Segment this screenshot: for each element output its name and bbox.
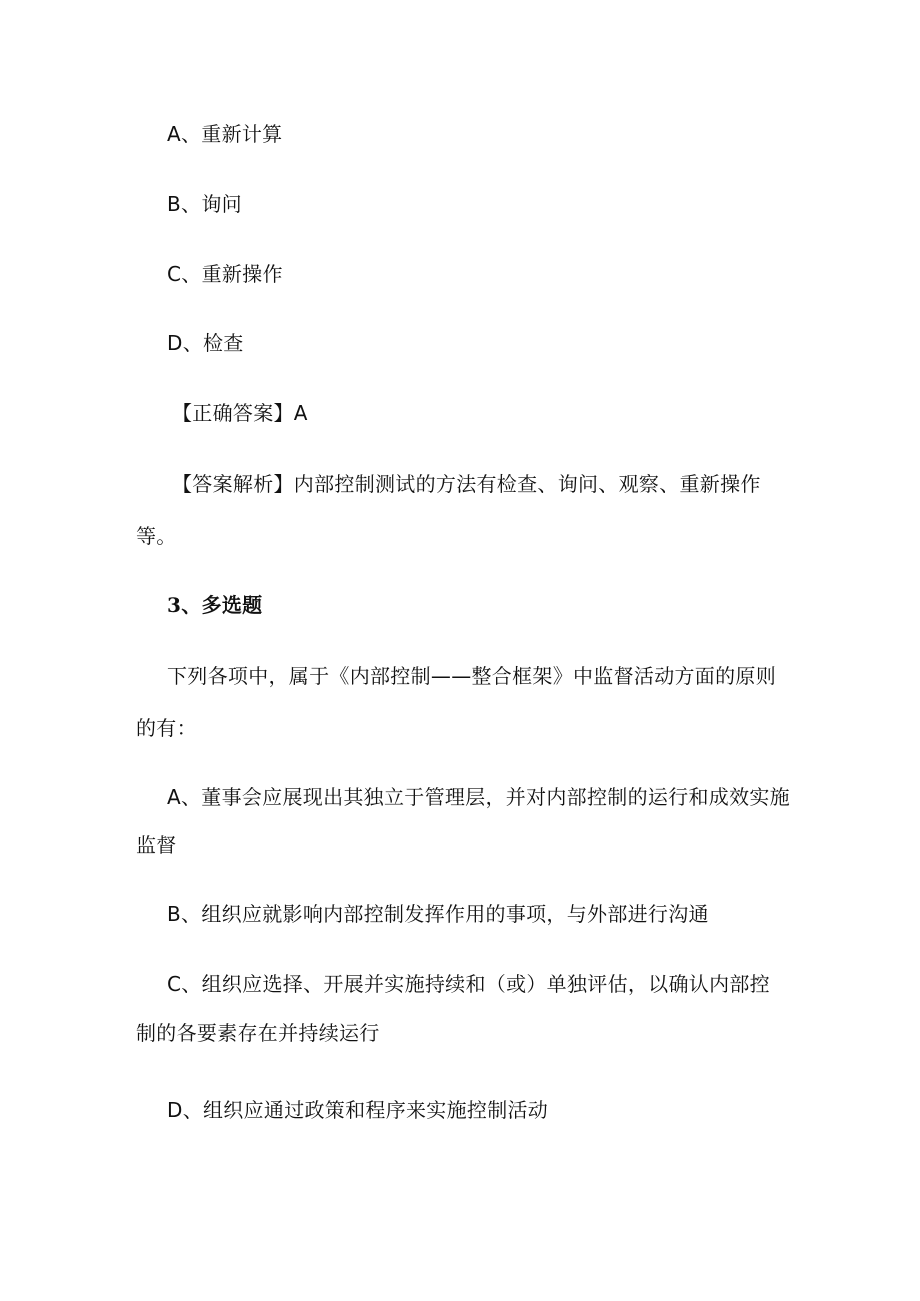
q3-stem-line1: 下列各项中，属于《内部控制——整合框架》中监督活动方面的原则 [167, 664, 776, 688]
q2-option-c: C、重新操作 [167, 262, 283, 286]
q3-option-b: B、组织应就影响内部控制发挥作用的事项，与外部进行沟通 [167, 902, 709, 926]
q2-option-d: D、检查 [167, 331, 244, 355]
q2-explanation-line2: 等。 [136, 524, 177, 548]
q3-option-c-line2: 制的各要素存在并持续运行 [136, 1021, 380, 1045]
q2-option-a: A、重新计算 [167, 122, 283, 146]
q3-option-d: D、组织应通过政策和程序来实施控制活动 [167, 1098, 549, 1122]
q3-stem-line2: 的有： [136, 716, 197, 740]
q3-option-c-line1: C、组织应选择、开展并实施持续和（或）单独评估，以确认内部控 [167, 972, 770, 996]
q2-option-b: B、询问 [167, 192, 242, 216]
q3-option-a-line1: A、董事会应展现出其独立于管理层，并对内部控制的运行和成效实施 [167, 785, 790, 809]
q2-explanation-line1: 【答案解析】内部控制测试的方法有检查、询问、观察、重新操作 [172, 472, 761, 496]
q3-heading: 3、多选题 [167, 593, 263, 617]
q2-correct-answer: 【正确答案】A [172, 401, 308, 425]
q3-option-a-line2: 监督 [136, 833, 177, 857]
